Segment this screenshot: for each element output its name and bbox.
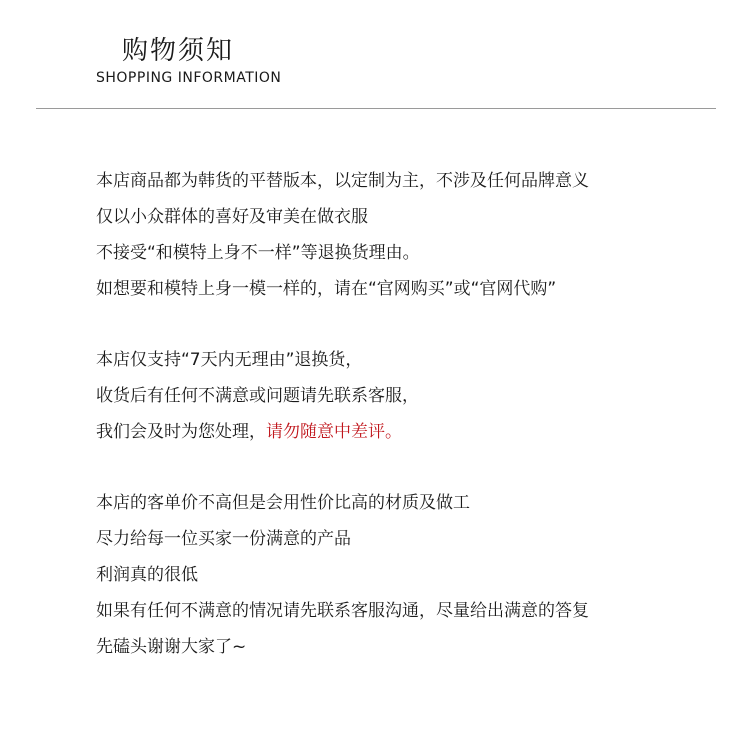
text-line: 先磕头谢谢大家了~ <box>96 637 247 657</box>
text-line: 本店商品都为韩货的平替版本，以定制为主，不涉及任何品牌意义 <box>96 171 589 191</box>
text-line: 如果有任何不满意的情况请先联系客服沟通，尽量给出满意的答复 <box>96 601 589 621</box>
header-divider <box>36 108 716 109</box>
paragraph-return-policy <box>96 342 716 450</box>
page-subtitle: SHOPPING INFORMATION <box>96 70 282 86</box>
text-line-with-highlight <box>96 414 716 450</box>
text-line: 利润真的很低 <box>96 565 198 585</box>
paragraph-pricing-note <box>96 485 716 665</box>
text-line: 如想要和模特上身一模一样的，请在“官网购买”或“官网代购” <box>96 279 557 299</box>
paragraph-brand-notice <box>96 163 716 307</box>
text-line: 本店仅支持“7天内无理由”退换货， <box>96 350 363 370</box>
text-line: 收货后有任何不满意或问题请先联系客服， <box>96 386 419 406</box>
text-line: 本店的客单价不高但是会用性价比高的材质及做工 <box>96 493 470 513</box>
text-line: 仅以小众群体的喜好及审美在做衣服 <box>96 207 368 227</box>
page-title: 购物须知 <box>122 36 235 66</box>
text-segment: 我们会及时为您处理， <box>96 422 266 442</box>
text-line: 不接受“和模特上身不一样”等退换货理由。 <box>96 243 420 263</box>
paragraph-gap <box>96 307 716 342</box>
text-line: 尽力给每一位买家一份满意的产品 <box>96 529 351 549</box>
notice-content <box>96 163 716 665</box>
paragraph-gap <box>96 450 716 485</box>
highlight-warning-text: 请勿随意中差评。 <box>266 422 402 442</box>
